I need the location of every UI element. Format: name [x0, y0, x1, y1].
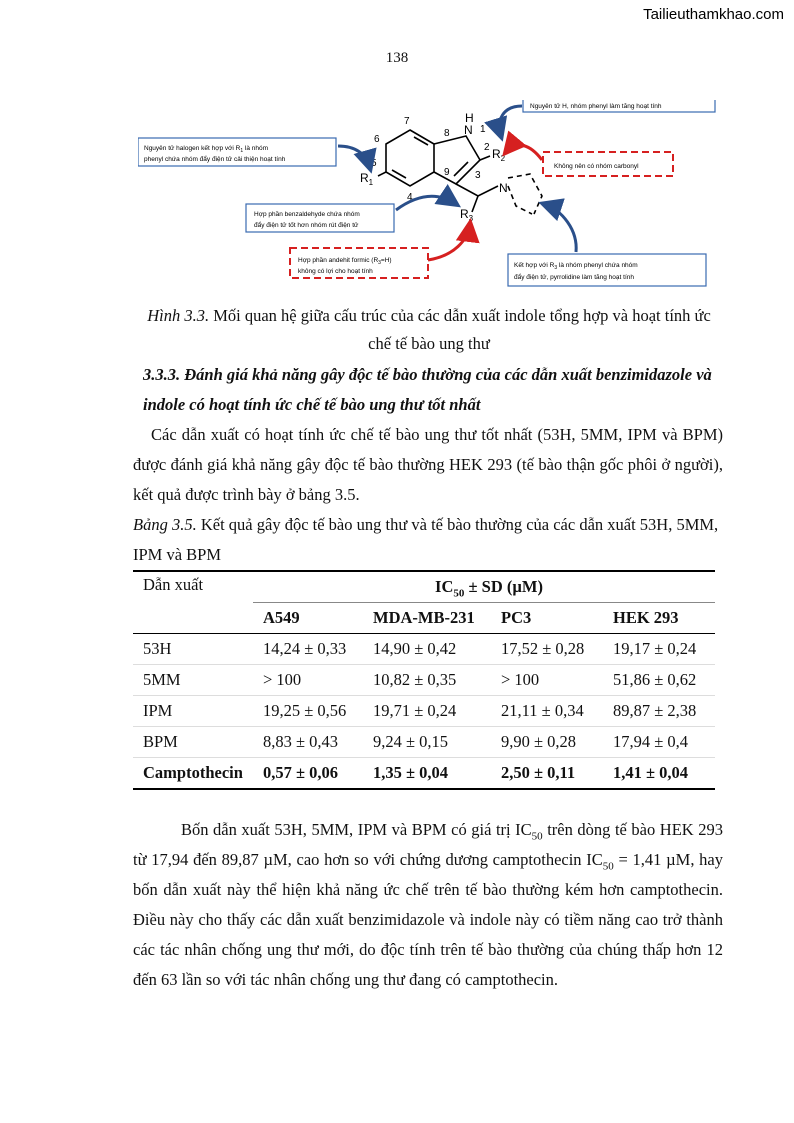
paragraph-intro: Các dẫn xuất có hoạt tính ức chế tế bào ung thư tốt nhất (53H, 5MM, IPM và BPM) được đánh giá khả năng gây độc tế bào thường HEK 293 (tế bào thận gốc phôi ở người), kết quả được trình bày ở bảng 3.5.	[133, 425, 723, 504]
atom-6: 6	[374, 134, 380, 145]
arrow-to-r3-red	[428, 224, 470, 260]
table-row: 5MM > 100 10,82 ± 0,35 > 100 51,86 ± 0,62	[133, 665, 715, 696]
sar-figure	[138, 100, 728, 292]
note-top-right: Nguyên tử H, nhóm phenyl làm tăng hoạt tính	[530, 103, 662, 110]
atom-7: 7	[404, 116, 410, 127]
note-right-bottom-line1: Kết hợp với $R_3$ là nhóm phenyl chứa nhóm	[514, 262, 638, 271]
arrow-to-nh	[499, 106, 522, 136]
page-number: 138	[385, 50, 409, 66]
atom-3: 3	[475, 170, 481, 181]
watermark: Tailieuthamkhao.com	[643, 6, 784, 23]
note-middle-line2: đẩy điện tử tốt hơn nhóm rút điện tử	[254, 222, 359, 229]
atom-4: 4	[407, 192, 413, 203]
atom-8: 8	[444, 128, 450, 139]
atom-1: 1	[480, 124, 486, 135]
header-mda-mb-231: MDA-MB-231	[373, 608, 475, 627]
section-title: 3.3.3. Đánh giá khả năng gây độc tế bào thường của các dẫn xuất benzimidazole và indole có hoạt tính ức chế tế bào ung thư tốt nhất	[143, 365, 712, 414]
header-hek293: HEK 293	[613, 608, 679, 627]
table-row: BPM 8,83 ± 0,43 9,24 ± 0,15 9,90 ± 0,28 17,94 ± 0,4	[133, 727, 715, 758]
note-bottom-line2: không có lợi cho hoạt tính	[298, 268, 373, 275]
figure-caption-label: Hình 3.3.	[147, 306, 210, 325]
note-right-bottom-line2: đẩy điện tử, pyrrolidine làm tăng hoạt tính	[514, 274, 634, 281]
table-caption-label: Bảng 3.5.	[133, 515, 197, 534]
header-a549: A549	[263, 608, 300, 627]
note-middle-line1: Hợp phần benzaldehyde chứa nhóm	[254, 211, 360, 218]
note-bottom-line1: Hợp phần andehit formic $(R_3=H)$	[298, 257, 392, 266]
atom-h: H	[465, 111, 474, 125]
note-left-line2: phenyl chứa nhóm đẩy điện tử cải thiện hoạt tính	[144, 156, 286, 163]
figure-caption	[135, 302, 723, 358]
atom-5: 5	[371, 158, 377, 169]
arrow-to-r3-blue	[396, 196, 456, 210]
header-derivative: Dẫn xuất	[133, 571, 253, 634]
arrow-to-r2	[506, 145, 542, 160]
table-caption-text: Kết quả gây độc tế bào ung thư và tế bào thường của các dẫn xuất 53H, 5MM, IPM và BPM	[133, 515, 719, 564]
arrow-to-r1	[338, 146, 370, 168]
atom-2: 2	[484, 142, 490, 153]
indole-structure	[378, 130, 542, 214]
table-row: 53H 14,24 ± 0,33 14,90 ± 0,42 17,52 ± 0,28 19,17 ± 0,24	[133, 634, 715, 665]
paragraph-discussion: Bốn dẫn xuất 53H, 5MM, IPM và BPM có giá trị $IC_{50}$ trên dòng tế bào HEK 293 từ 17,94 đến 89,87 µM, cao hơn so với chứng dương camptothecin $IC_{50} = 1,41$ µM, hay bốn dẫn xuất này thể hiện khả năng ức chế trên tế bào thường kém hơn camptothecin. Điều này cho thấy các dẫn xuất benzimidazole và indole này có tiềm năng cao trở thành các tác nhân chống ung thư mới, do độc tính trên tế bào thường của chúng thấp hơn 12 đến 63 lần so với tác nhân chống ung thư đang có camptothecin.	[133, 820, 723, 989]
note-right-dashed: Không nên có nhóm carbonyl	[554, 163, 639, 170]
table-row: IPM 19,25 ± 0,56 19,71 ± 0,24 21,11 ± 0,34 89,87 ± 2,38	[133, 696, 715, 727]
note-box-right-bottom	[508, 254, 706, 286]
atom-n-indole: N	[464, 123, 473, 137]
results-table	[133, 570, 715, 790]
table-caption	[133, 510, 723, 570]
header-pc3: PC3	[501, 608, 532, 627]
atom-n-amine: N	[499, 181, 508, 195]
substituent-r2: $R_2$	[492, 147, 506, 163]
header-ic50: $IC_{50}$ ± SD (µM)	[253, 571, 715, 603]
substituent-r3: $R_3$	[460, 207, 474, 223]
table-row-control: Camptothecin 0,57 ± 0,06 1,35 ± 0,04 2,50 ± 0,11 1,41 ± 0,04	[133, 758, 715, 790]
substituent-r1: $R_1$	[360, 171, 374, 187]
arrow-to-amine	[544, 204, 576, 252]
atom-9: 9	[444, 167, 450, 178]
figure-caption-text: Mối quan hệ giữa cấu trúc của các dẫn xuất indole tổng hợp và hoạt tính ức chế tế bào ung thư	[209, 306, 711, 353]
note-left-line1: Nguyên tử halogen kết hợp với $R_1$ là nhóm	[144, 145, 269, 154]
